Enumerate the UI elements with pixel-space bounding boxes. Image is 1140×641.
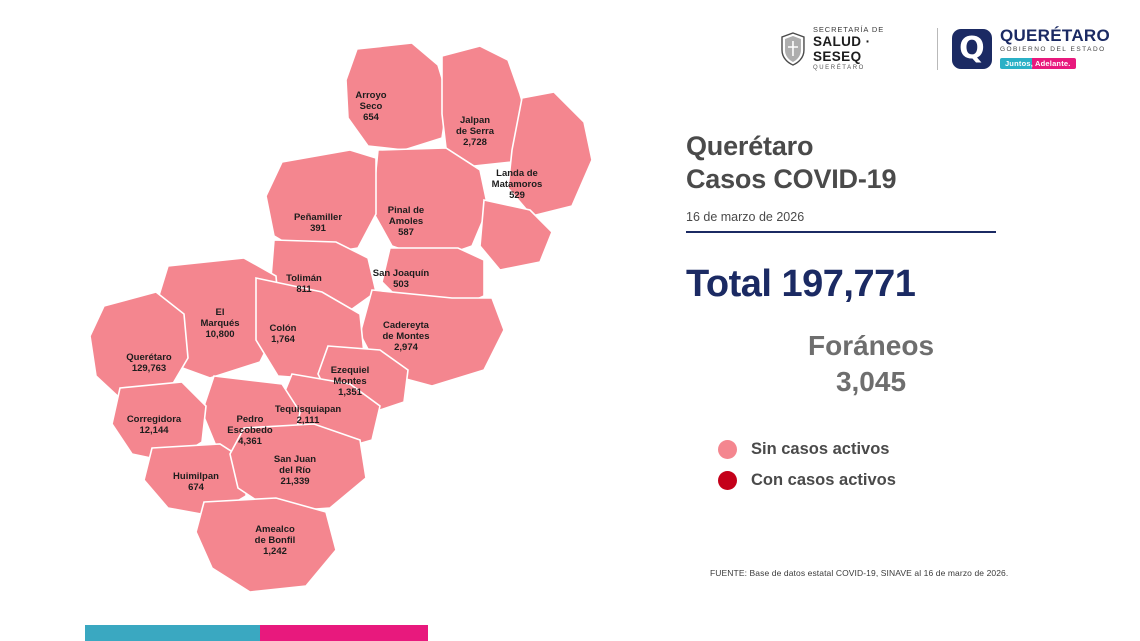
seseq-line1: SECRETARÍA DE (812, 24, 885, 34)
muni-name-line1: Huimilpan (173, 471, 219, 482)
bar-segment-pink (260, 625, 428, 641)
muni-value: 587 (398, 227, 414, 239)
muni-name-line1: Arroyo (355, 90, 387, 101)
muni-name-line1: Cadereyta (383, 320, 429, 331)
seseq-wordmark (813, 26, 923, 72)
map-svg (60, 10, 680, 610)
bar-segment-teal (85, 625, 260, 641)
muni-value: 2,111 (296, 415, 320, 427)
muni-name-line2: Amoles (388, 216, 424, 228)
muni-value: 529 (509, 190, 525, 202)
muni-name-line2: Escobedo (227, 425, 273, 437)
muni-value: 654 (363, 112, 379, 124)
muni-name-line2: Seco (359, 101, 383, 113)
muni-value: 2,728 (463, 137, 487, 149)
muni-name-line1: Peñamiller (293, 212, 343, 223)
muni-value: 21,339 (280, 476, 310, 488)
report-date: 16 de marzo de 2026 (686, 209, 805, 224)
circle-icon (718, 440, 737, 459)
muni-name-line1: San Joaquín (372, 268, 430, 279)
bar-segment-white (428, 625, 685, 641)
muni-name-line1: Landa de (496, 168, 538, 179)
muni-shape-amealco-de-bonfil[interactable] (196, 498, 336, 592)
muni-value: 2,974 (394, 342, 418, 354)
muni-value: 674 (188, 482, 204, 494)
muni-name-line2: Marqués (200, 318, 240, 330)
map-legend (686, 440, 1106, 490)
muni-name-line2: Matamoros (491, 179, 543, 191)
muni-shape-arroyo-seco[interactable] (346, 43, 448, 150)
source-note: FUENTE: Base de datos estatal COVID-19, SINAVE al 16 de marzo de 2026. (710, 568, 1009, 578)
legend-row-sin-casos (686, 440, 1106, 459)
header-logos (780, 18, 1110, 80)
muni-value: 10,800 (205, 329, 235, 341)
map-shapes (90, 43, 592, 592)
muni-shape-pinal-de-amoles[interactable] (372, 148, 488, 260)
muni-value: 391 (310, 223, 326, 235)
bottom-color-bar (85, 625, 685, 641)
muni-name-line1: Jalpan (459, 115, 491, 126)
page-subtitle: Casos COVID-19 (686, 163, 897, 194)
muni-name-line1: San Juan (273, 454, 317, 465)
gobierno-estado-logo (952, 27, 1110, 71)
muni-value: 129,763 (131, 363, 167, 375)
muni-name-line1: Querétaro (126, 352, 172, 363)
muni-name-line2: Montes (333, 376, 367, 388)
muni-name-line1: Pinal de (387, 205, 425, 216)
report-date-row (686, 208, 996, 233)
gobierno-name: QUERÉTARO (999, 26, 1110, 45)
foraneos-label: Foráneos (807, 329, 935, 361)
legend-label-con-casos: Con casos activos (751, 470, 896, 489)
muni-name-line1: Ezequiel (330, 365, 370, 376)
muni-shape-landa-de-matamoros[interactable] (508, 92, 592, 216)
muni-name-line1: Pedro (236, 414, 264, 425)
muni-name-line2: de Montes (382, 331, 430, 343)
foraneos-value: 3,045 (835, 365, 907, 397)
gobierno-tagline: Juntos, Adelante. (1000, 58, 1076, 69)
muni-name-line1: El (215, 307, 225, 318)
muni-name-line2: del Río (279, 465, 311, 477)
summary-panel (686, 130, 1106, 502)
muni-name-line1: Amealco (255, 524, 295, 535)
muni-value: 811 (296, 284, 312, 296)
muni-name-line2: de Bonfil (254, 535, 296, 547)
queretaro-municipality-map (60, 10, 680, 610)
muni-value: 1,242 (263, 546, 287, 558)
total-cases: Total 197,771 (686, 262, 916, 305)
muni-name-line1: Corregidora (126, 414, 182, 425)
muni-name-line1: Tequisquiapan (274, 404, 342, 415)
gobierno-wordmark (1000, 27, 1110, 71)
muni-value: 4,361 (238, 436, 262, 448)
muni-value: 1,351 (338, 387, 362, 399)
q-monogram-icon: Q (952, 29, 992, 69)
legend-label-sin-casos: Sin casos activos (751, 439, 890, 458)
muni-name-line1: Colón (269, 323, 297, 334)
circle-icon (718, 471, 737, 490)
muni-value: 1,764 (271, 334, 295, 346)
logo-divider (937, 28, 938, 70)
seseq-line2: SALUD · SESEQ (812, 34, 871, 65)
gobierno-subtitle: GOBIERNO DEL ESTADO (999, 46, 1106, 53)
seseq-line3: QUERÉTARO (812, 65, 865, 72)
muni-name-line1: Tolimán (286, 273, 322, 284)
muni-value: 503 (393, 279, 409, 291)
muni-name-line2: de Serra (455, 126, 495, 138)
page-title: Querétaro (686, 131, 814, 161)
muni-value: 12,144 (139, 425, 169, 437)
seseq-logo (780, 26, 923, 72)
legend-row-con-casos (686, 471, 1106, 490)
shield-icon (780, 32, 806, 66)
